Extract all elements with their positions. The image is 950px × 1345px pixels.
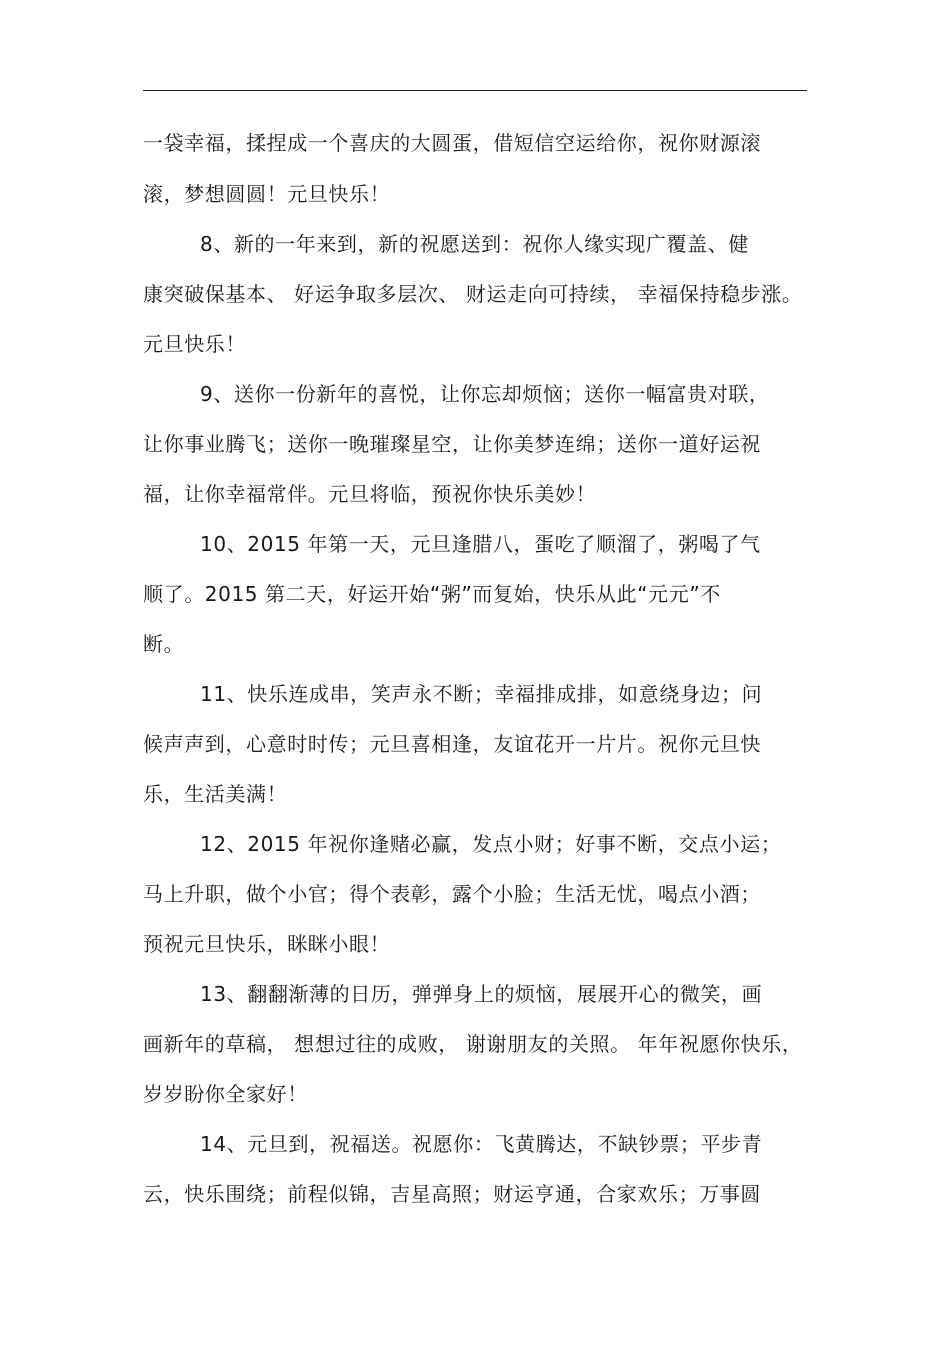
header-rule — [143, 90, 807, 91]
text-line: 康突破保基本、 好运争取多层次、 财运走向可持续， 幸福保持稳步涨。 — [143, 282, 803, 306]
paragraph-12-start: 12、2015 年祝你逢赌必赢，发点小财；好事不断，交点小运； — [200, 832, 782, 856]
paragraph-8-start: 8、新的一年来到，新的祝愿送到：祝你人缘实现广覆盖、健 — [200, 232, 749, 256]
paragraph-9-start: 9、送你一份新年的喜悦，让你忘却烦恼；送你一幅富贵对联， — [200, 382, 770, 406]
paragraph-10-start: 10、2015 年第一天，元旦逢腊八，蛋吃了顺溜了，粥喝了气 — [200, 532, 761, 556]
text-line: 云，快乐围绕；前程似锦，吉星高照；财运亨通，合家欢乐；万事圆 — [143, 1182, 761, 1206]
paragraph-14-start: 14、元旦到，祝福送。祝愿你：飞黄腾达，不缺钞票；平步青 — [200, 1132, 763, 1156]
text-line: 让你事业腾飞；送你一晚璀璨星空，让你美梦连绵；送你一道好运祝 — [143, 432, 761, 456]
text-line: 福，让你幸福常伴。元旦将临，预祝你快乐美妙！ — [143, 482, 597, 506]
paragraph-13-start: 13、翻翻渐薄的日历，弹弹身上的烦恼，展展开心的微笑，画 — [200, 982, 763, 1006]
text-line: 滚，梦想圆圆！元旦快乐！ — [143, 182, 391, 206]
text-line: 断。 — [143, 632, 185, 656]
text-line: 元旦快乐！ — [143, 332, 246, 356]
paragraph-11-start: 11、快乐连成串，笑声永不断；幸福排成排，如意绕身边；问 — [200, 682, 763, 706]
text-line: 马上升职，做个小官；得个表彰，露个小脸；生活无忧，喝点小酒； — [143, 882, 761, 906]
text-line: 一袋幸福，揉捏成一个喜庆的大圆蛋，借短信空运给你，祝你财源滚 — [143, 131, 761, 155]
text-line: 画新年的草稿， 想想过往的成败， 谢谢朋友的关照。 年年祝愿你快乐， — [143, 1032, 803, 1056]
text-line: 岁岁盼你全家好！ — [143, 1082, 308, 1106]
text-line: 顺了。2015 第二天，好运开始“粥”而复始，快乐从此“元元”不 — [143, 582, 721, 606]
text-line: 乐，生活美满！ — [143, 782, 288, 806]
text-line: 候声声到，心意时时传；元旦喜相逢，友谊花开一片片。祝你元旦快 — [143, 732, 761, 756]
text-line: 预祝元旦快乐，眯眯小眼！ — [143, 932, 391, 956]
